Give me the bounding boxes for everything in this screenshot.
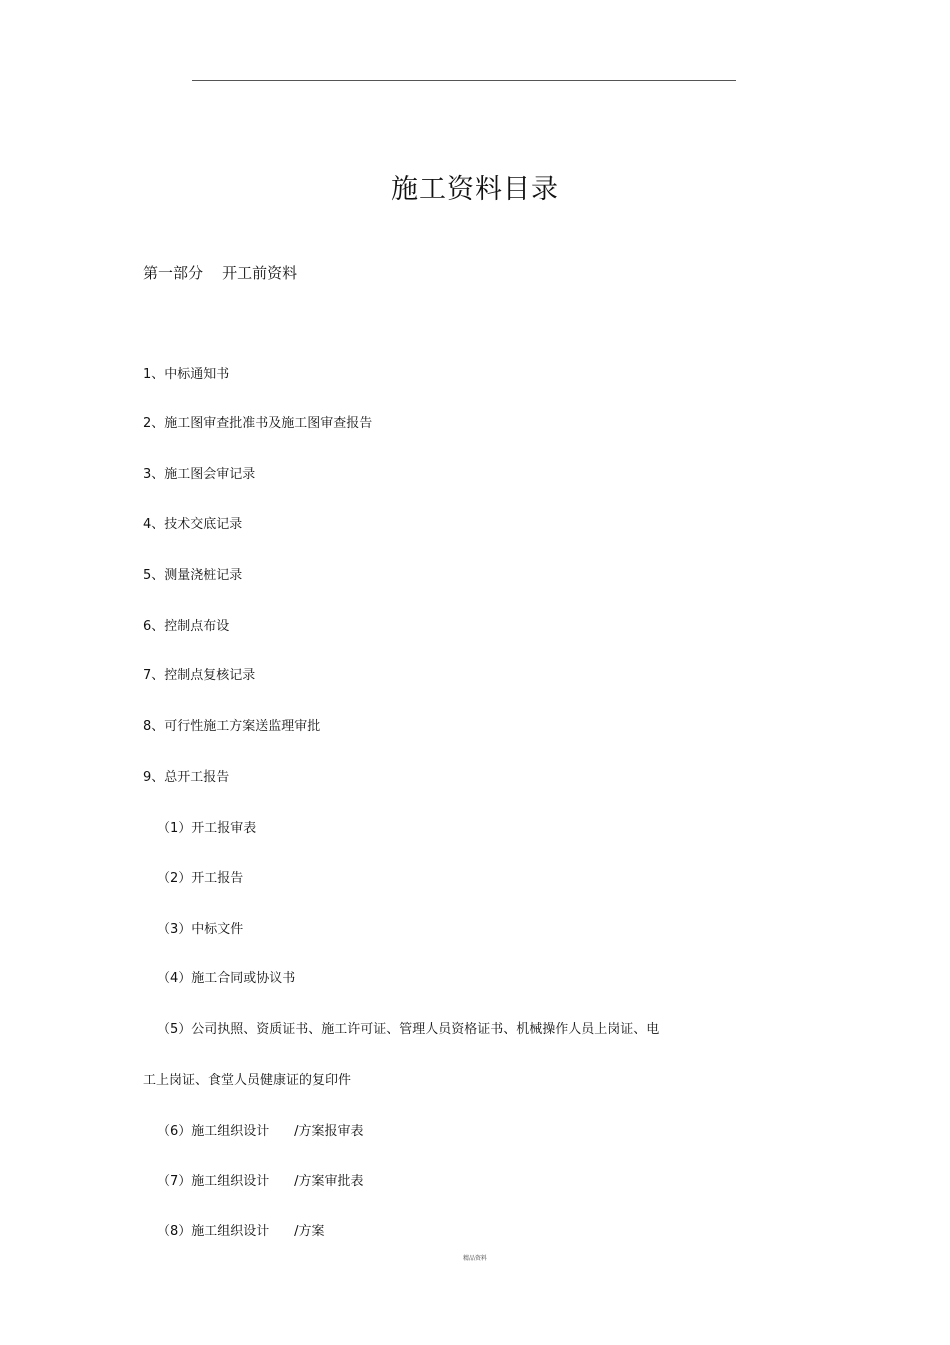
sub-list-item: （6）施工组织设计 /方案报审表 [157, 1124, 364, 1139]
list-item: 7、控制点复核记录 [143, 668, 256, 683]
list-item: 1、中标通知书 [143, 367, 230, 382]
footer-label: 精品资料 [462, 1255, 487, 1262]
list-item: 3、施工图会审记录 [143, 467, 256, 482]
sub-list-item-continuation: 工上岗证、食堂人员健康证的复印件 [143, 1073, 352, 1088]
sub-list-item: （4）施工合同或协议书 [157, 971, 296, 986]
sub-list-item: （7）施工组织设计 /方案审批表 [157, 1174, 364, 1189]
section-heading: 第一部分 开工前资料 [143, 264, 298, 282]
sub-list-item: （1）开工报审表 [157, 821, 257, 836]
header-rule [192, 80, 736, 81]
list-item: 5、测量浇桩记录 [143, 568, 243, 583]
sub-list-item: （2）开工报告 [157, 871, 244, 886]
sub-list-item: （8）施工组织设计 /方案 [157, 1224, 325, 1239]
sub-list-item: （5）公司执照、资质证书、施工许可证、管理人员资格证书、机械操作人员上岗证、电 [157, 1022, 660, 1037]
list-item: 6、控制点布设 [143, 619, 230, 634]
list-item: 8、可行性施工方案送监理审批 [143, 719, 321, 734]
list-item: 9、总开工报告 [143, 770, 230, 785]
list-item: 4、技术交底记录 [143, 517, 243, 532]
list-item: 2、施工图审查批准书及施工图审查报告 [143, 416, 373, 431]
document-title: 施工资料目录 [391, 174, 559, 205]
sub-list-item: （3）中标文件 [157, 922, 244, 937]
